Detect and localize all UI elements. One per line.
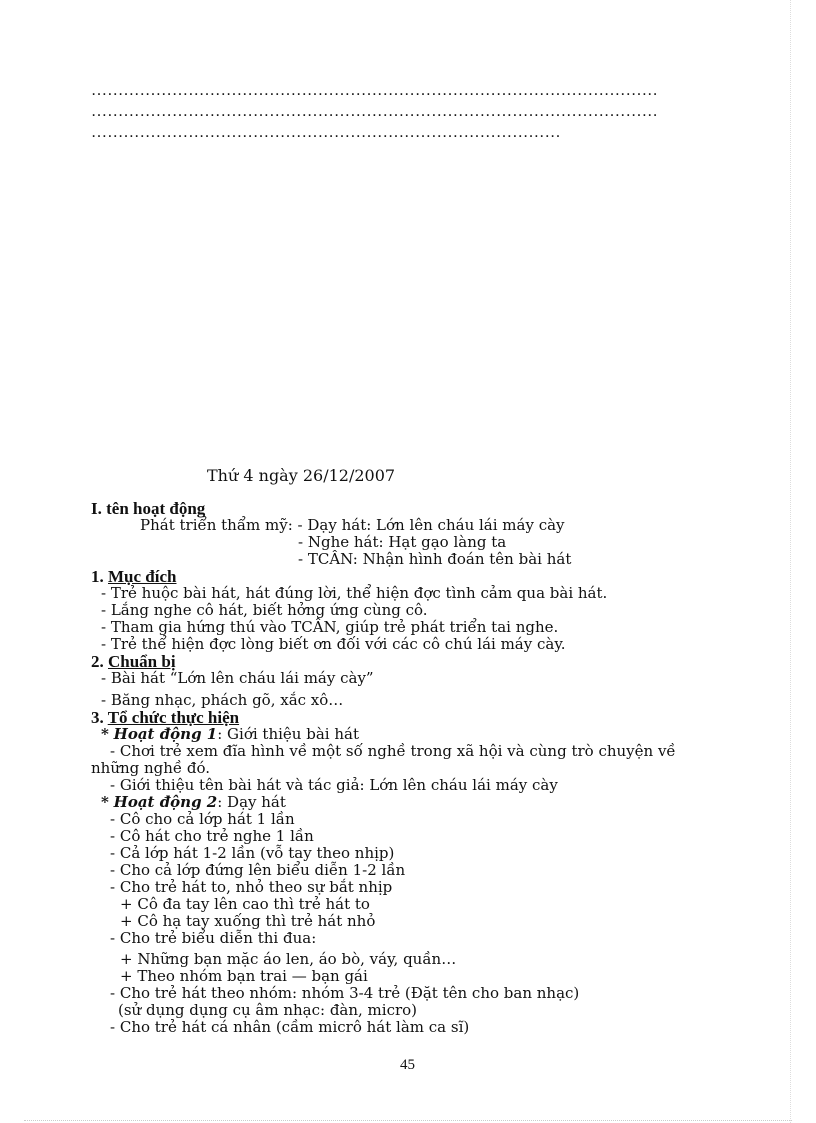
activity-2-line-6: + Cô đa tay lên cao thì trẻ hát to (120, 895, 370, 913)
activity-2-title: : Dạy hát (217, 793, 286, 811)
activity-2-heading (101, 794, 286, 811)
activity-2-label: Hoạt động 2 (113, 793, 218, 811)
activity-1-star: * (101, 725, 109, 743)
activity-2-star: * (101, 793, 109, 811)
activity-1-label: Hoạt động 1 (113, 725, 218, 743)
activity-2-line-3: - Cả lớp hát 1-2 lần (vỗ tay theo nhịp) (110, 844, 395, 862)
section-2-number: 2. (91, 652, 104, 671)
activity-1-line-1: - Chơi trẻ xem đĩa hình về một số nghề trong xã hội và cùng trò chuyện về (110, 742, 676, 760)
activity-1-heading (101, 726, 359, 743)
date-heading: Thứ 4 ngày 26/12/2007 (207, 466, 396, 485)
activity-2-line-11: - Cho trẻ hát theo nhóm: nhóm 3-4 trẻ (Đặt tên cho ban nhạc) (110, 984, 580, 1002)
section-1-line-1: - Trẻ huộc bài hát, hát đúng lời, thể hiện đợc tình cảm qua bài hát. (101, 584, 608, 602)
section-I-heading: I. tên hoạt động (91, 499, 206, 518)
activity-2-line-9: + Những bạn mặc áo len, áo bò, váy, quần… (120, 950, 457, 968)
activity-2-line-4: - Cho cả lớp đứng lên biểu diễn 1-2 lần (110, 861, 406, 879)
activity-2-line-10: + Theo nhóm bạn trai — bạn gái (120, 967, 368, 985)
section-I-line-3: - TCÂN: Nhận hình đoán tên bài hát (298, 550, 572, 568)
page-number: 45 (400, 1057, 415, 1073)
section-3-number: 3. (91, 708, 104, 727)
page-right-border (790, 0, 791, 1123)
dotted-line-2: …………………………………………………………………………………………… (91, 103, 658, 120)
section-1-line-3: - Tham gia hứng thú vào TCÂN, giúp trẻ phát triển tai nghe. (101, 618, 559, 636)
dotted-line-1: …………………………………………………………………………………………… (91, 82, 658, 99)
section-1-number: 1. (91, 567, 104, 586)
activity-2-line-13: - Cho trẻ hát cá nhân (cầm micrô hát làm ca sĩ) (110, 1018, 470, 1036)
section-1-title: Mục đích (108, 567, 177, 586)
activity-1-line-2: những nghề đó. (91, 759, 211, 777)
section-3-title: Tổ chức thực hiện (107, 708, 240, 727)
activity-2-line-12: (sử dụng dụng cụ âm nhạc: đàn, micro) (118, 1001, 418, 1019)
section-1-line-4: - Trẻ thể hiện đợc lòng biết ơn đối với các cô chú lái máy cày. (101, 635, 566, 653)
activity-2-line-7: + Cô hạ tay xuống thì trẻ hát nhỏ (120, 912, 376, 930)
activity-2-line-8: - Cho trẻ biểu diễn thi đua: (110, 929, 317, 947)
section-2-title: Chuẩn bị (108, 652, 176, 671)
activity-2-line-2: - Cô hát cho trẻ nghe 1 lần (110, 827, 314, 845)
activity-1-title: : Giới thiệu bài hát (217, 725, 359, 743)
section-I-line-1: Phát triển thẩm mỹ: - Dạy hát: Lớn lên cháu lái máy cày (140, 516, 565, 534)
section-2-line-1: - Bài hát “Lớn lên cháu lái máy cày” (101, 669, 374, 687)
section-1-line-2: - Lắng nghe cô hát, biết hởng ứng cùng cô. (101, 601, 428, 619)
section-2-line-2: - Băng nhạc, phách gõ, xắc xô… (101, 691, 344, 709)
activity-2-line-5: - Cho trẻ hát to, nhỏ theo sự bắt nhịp (110, 878, 393, 896)
section-I-line-2: - Nghe hát: Hạt gạo làng ta (298, 533, 507, 551)
dotted-line-3: …………………………………………………………………………… (91, 124, 561, 141)
activity-2-line-1: - Cô cho cả lớp hát 1 lần (110, 810, 295, 828)
activity-1-line-3: - Giới thiệu tên bài hát và tác giả: Lớn lên cháu lái máy cày (110, 776, 558, 794)
page-bottom-border (24, 1120, 792, 1121)
